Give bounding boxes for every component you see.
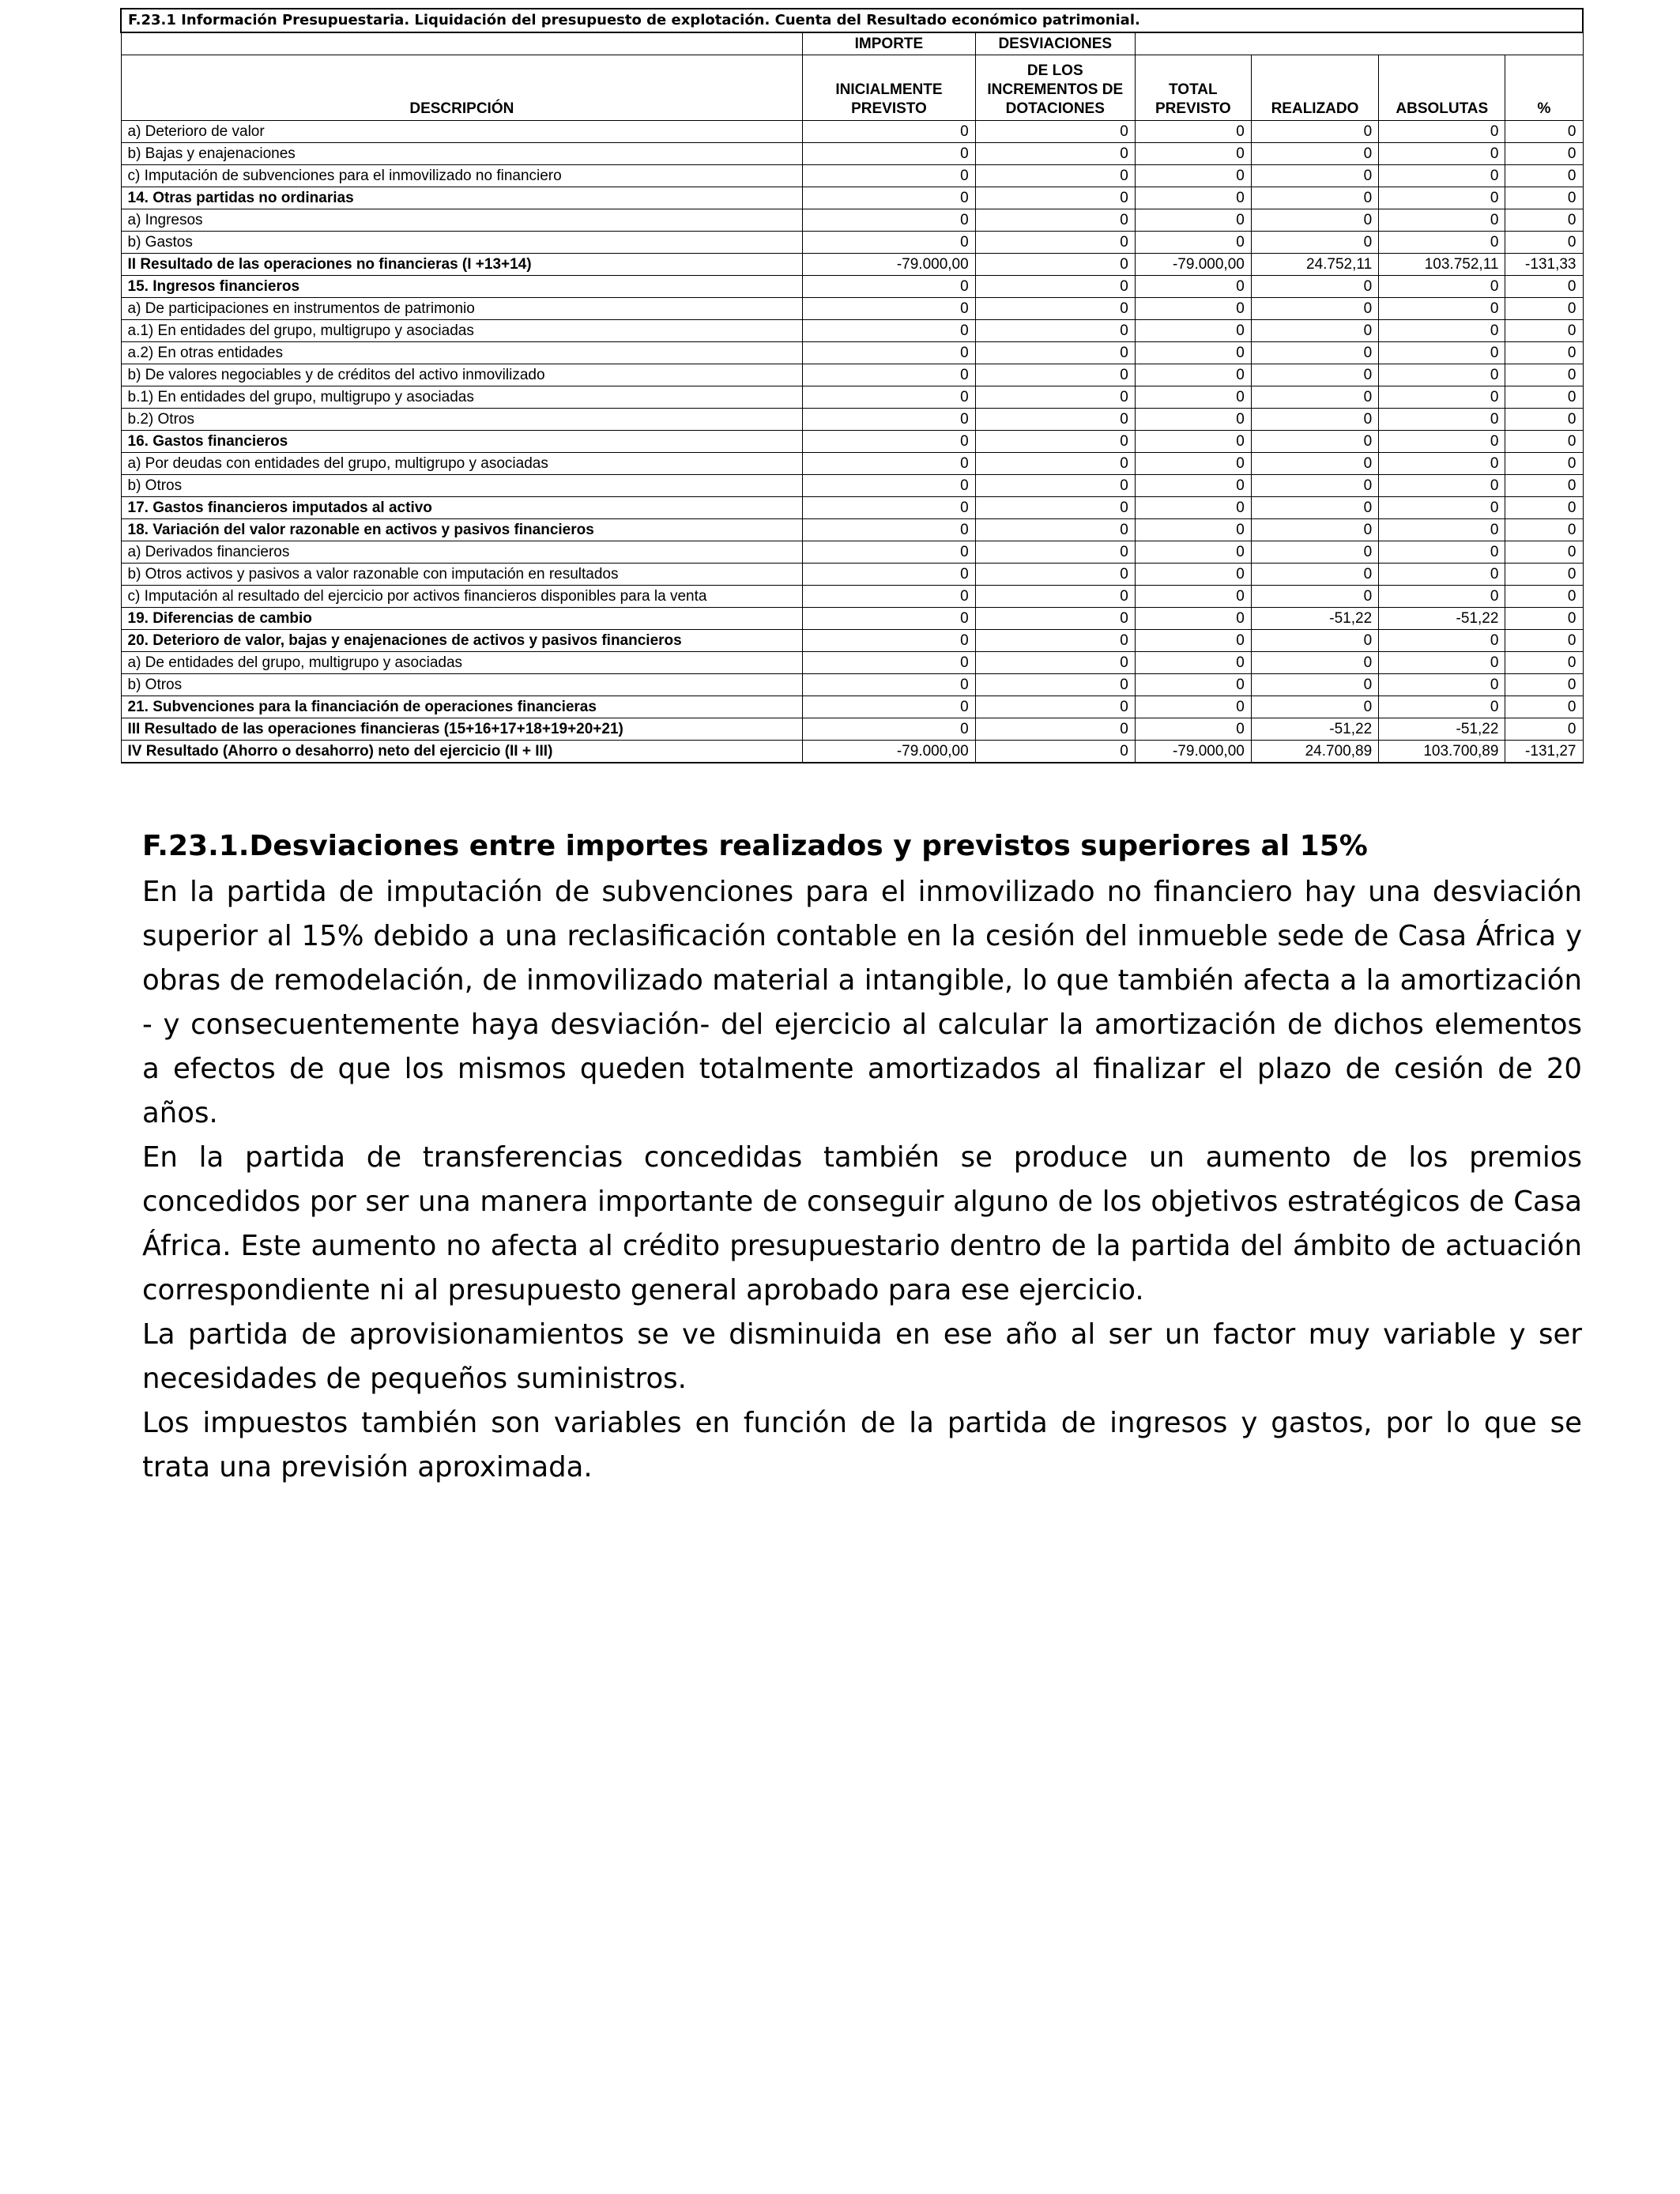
row-description: 17. Gastos financieros imputados al activo (121, 497, 803, 519)
row-description: 18. Variación del valor razonable en activos y pasivos financieros (121, 519, 803, 541)
cell-realizado: 0 (1251, 276, 1378, 298)
cell-realizado: 0 (1251, 232, 1378, 254)
cell-absolutas: 0 (1379, 187, 1505, 209)
cell-inicialmente-previsto: -79.000,00 (803, 254, 975, 276)
column-header-inicialmente-previsto: INICIALMENTE PREVISTO (803, 55, 975, 121)
cell-total-previsto: 0 (1135, 718, 1251, 741)
cell-total-previsto: 0 (1135, 497, 1251, 519)
row-description: b) De valores negociables y de créditos del activo inmovilizado (121, 364, 803, 386)
cell-total-previsto: 0 (1135, 431, 1251, 453)
row-description: c) Imputación de subvenciones para el inmovilizado no financiero (121, 165, 803, 187)
row-description: 19. Diferencias de cambio (121, 608, 803, 630)
cell-absolutas: 103.752,11 (1379, 254, 1505, 276)
cell-incrementos-dotaciones: 0 (975, 298, 1135, 320)
cell-realizado: 0 (1251, 409, 1378, 431)
row-description: III Resultado de las operaciones financieras (15+16+17+18+19+20+21) (121, 718, 803, 741)
cell-porcentaje: 0 (1505, 121, 1583, 143)
cell-absolutas: 103.700,89 (1379, 741, 1505, 763)
cell-inicialmente-previsto: 0 (803, 431, 975, 453)
cell-inicialmente-previsto: 0 (803, 409, 975, 431)
cell-total-previsto: 0 (1135, 298, 1251, 320)
table-row (121, 564, 1583, 586)
cell-realizado: 0 (1251, 320, 1378, 342)
cell-realizado: 0 (1251, 519, 1378, 541)
cell-total-previsto: 0 (1135, 209, 1251, 232)
row-description: a.1) En entidades del grupo, multigrupo y asociadas (121, 320, 803, 342)
cell-realizado: 0 (1251, 696, 1378, 718)
table-row (121, 674, 1583, 696)
cell-realizado: 24.700,89 (1251, 741, 1378, 763)
cell-absolutas: -51,22 (1379, 718, 1505, 741)
cell-total-previsto: -79.000,00 (1135, 254, 1251, 276)
cell-absolutas: 0 (1379, 121, 1505, 143)
cell-absolutas: 0 (1379, 674, 1505, 696)
cell-porcentaje: 0 (1505, 630, 1583, 652)
cell-incrementos-dotaciones: 0 (975, 564, 1135, 586)
cell-porcentaje: 0 (1505, 674, 1583, 696)
cell-realizado: 0 (1251, 342, 1378, 364)
cell-incrementos-dotaciones: 0 (975, 718, 1135, 741)
cell-total-previsto: 0 (1135, 453, 1251, 475)
cell-realizado: 0 (1251, 475, 1378, 497)
cell-realizado: 0 (1251, 586, 1378, 608)
cell-porcentaje: 0 (1505, 209, 1583, 232)
cell-porcentaje: 0 (1505, 320, 1583, 342)
cell-incrementos-dotaciones: 0 (975, 320, 1135, 342)
cell-total-previsto: 0 (1135, 541, 1251, 564)
row-description: b) Bajas y enajenaciones (121, 143, 803, 165)
notes-paragraph: En la partida de transferencias concedidas también se produce un aumento de los premios concedidos por ser una manera importante de conseguir alguno de los objetivos estratégicos de Casa África. Este aumento no afecta al crédito presupuestario dentro de la partida del ámbito de actuación correspondiente ni al presupuesto general aprobado para ese ejercicio. (142, 1141, 1582, 1306)
row-description: IV Resultado (Ahorro o desahorro) neto del ejercicio (II + III) (121, 741, 803, 763)
table-row (121, 741, 1583, 763)
cell-incrementos-dotaciones: 0 (975, 121, 1135, 143)
table-row (121, 718, 1583, 741)
cell-realizado: 0 (1251, 187, 1378, 209)
cell-porcentaje: 0 (1505, 608, 1583, 630)
cell-absolutas: 0 (1379, 541, 1505, 564)
row-description: b) Otros (121, 674, 803, 696)
cell-inicialmente-previsto: 0 (803, 364, 975, 386)
cell-absolutas: 0 (1379, 276, 1505, 298)
cell-porcentaje: 0 (1505, 232, 1583, 254)
cell-incrementos-dotaciones: 0 (975, 519, 1135, 541)
cell-absolutas: 0 (1379, 475, 1505, 497)
cell-absolutas: 0 (1379, 232, 1505, 254)
notes-paragraph: Los impuestos también son variables en función de la partida de ingresos y gastos, por lo que se trata una previsión aproximada. (142, 1407, 1582, 1483)
row-description: a) De entidades del grupo, multigrupo y asociadas (121, 652, 803, 674)
cell-incrementos-dotaciones: 0 (975, 541, 1135, 564)
cell-absolutas: 0 (1379, 165, 1505, 187)
cell-inicialmente-previsto: 0 (803, 586, 975, 608)
row-description: b.1) En entidades del grupo, multigrupo y asociadas (121, 386, 803, 409)
cell-total-previsto: 0 (1135, 475, 1251, 497)
cell-total-previsto: 0 (1135, 342, 1251, 364)
cell-incrementos-dotaciones: 0 (975, 187, 1135, 209)
table-row (121, 342, 1583, 364)
cell-realizado: 0 (1251, 630, 1378, 652)
cell-inicialmente-previsto: 0 (803, 718, 975, 741)
cell-total-previsto: 0 (1135, 564, 1251, 586)
table-row (121, 232, 1583, 254)
table-row (121, 453, 1583, 475)
cell-absolutas: 0 (1379, 143, 1505, 165)
cell-incrementos-dotaciones: 0 (975, 232, 1135, 254)
cell-realizado: 0 (1251, 386, 1378, 409)
group-header-importe: IMPORTE (803, 32, 975, 55)
cell-incrementos-dotaciones: 0 (975, 630, 1135, 652)
cell-inicialmente-previsto: -79.000,00 (803, 741, 975, 763)
row-description: b) Otros activos y pasivos a valor razonable con imputación en resultados (121, 564, 803, 586)
cell-absolutas: 0 (1379, 298, 1505, 320)
cell-porcentaje: 0 (1505, 564, 1583, 586)
cell-inicialmente-previsto: 0 (803, 342, 975, 364)
cell-realizado: 0 (1251, 143, 1378, 165)
cell-porcentaje: 0 (1505, 519, 1583, 541)
cell-porcentaje: 0 (1505, 342, 1583, 364)
cell-porcentaje: 0 (1505, 453, 1583, 475)
column-header-realizado: REALIZADO (1251, 55, 1378, 121)
row-description: II Resultado de las operaciones no financieras (I +13+14) (121, 254, 803, 276)
cell-total-previsto: 0 (1135, 630, 1251, 652)
budget-table-body (121, 121, 1583, 763)
row-description: a.2) En otras entidades (121, 342, 803, 364)
cell-total-previsto: 0 (1135, 143, 1251, 165)
cell-inicialmente-previsto: 0 (803, 276, 975, 298)
cell-incrementos-dotaciones: 0 (975, 696, 1135, 718)
cell-porcentaje: -131,33 (1505, 254, 1583, 276)
cell-total-previsto: 0 (1135, 121, 1251, 143)
cell-absolutas: 0 (1379, 431, 1505, 453)
cell-realizado: 24.752,11 (1251, 254, 1378, 276)
cell-inicialmente-previsto: 0 (803, 630, 975, 652)
group-header-blank-right (1135, 32, 1583, 55)
cell-incrementos-dotaciones: 0 (975, 475, 1135, 497)
table-row (121, 541, 1583, 564)
column-header-absolutas: ABSOLUTAS (1379, 55, 1505, 121)
cell-porcentaje: 0 (1505, 652, 1583, 674)
cell-porcentaje: 0 (1505, 718, 1583, 741)
cell-total-previsto: 0 (1135, 519, 1251, 541)
cell-absolutas: 0 (1379, 342, 1505, 364)
row-description: a) De participaciones en instrumentos de patrimonio (121, 298, 803, 320)
cell-absolutas: 0 (1379, 519, 1505, 541)
table-row (121, 254, 1583, 276)
cell-absolutas: 0 (1379, 497, 1505, 519)
row-description: 21. Subvenciones para la financiación de operaciones financieras (121, 696, 803, 718)
table-row (121, 586, 1583, 608)
group-header-blank (121, 32, 803, 55)
cell-incrementos-dotaciones: 0 (975, 741, 1135, 763)
budget-table-container (120, 8, 1584, 763)
cell-incrementos-dotaciones: 0 (975, 143, 1135, 165)
cell-inicialmente-previsto: 0 (803, 652, 975, 674)
group-header-desviaciones: DESVIACIONES (975, 32, 1135, 55)
cell-absolutas: -51,22 (1379, 608, 1505, 630)
cell-incrementos-dotaciones: 0 (975, 409, 1135, 431)
cell-inicialmente-previsto: 0 (803, 165, 975, 187)
table-row (121, 187, 1583, 209)
row-description: c) Imputación al resultado del ejercicio por activos financieros disponibles para la venta (121, 586, 803, 608)
cell-incrementos-dotaciones: 0 (975, 586, 1135, 608)
cell-total-previsto: 0 (1135, 320, 1251, 342)
cell-inicialmente-previsto: 0 (803, 121, 975, 143)
cell-total-previsto: 0 (1135, 696, 1251, 718)
cell-incrementos-dotaciones: 0 (975, 453, 1135, 475)
table-row (121, 630, 1583, 652)
column-header-incrementos-dotaciones: DE LOS INCREMENTOS DE DOTACIONES (975, 55, 1135, 121)
cell-realizado: 0 (1251, 564, 1378, 586)
notes-paragraph: En la partida de imputación de subvenciones para el inmovilizado no financiero hay una desviación superior al 15% debido a una reclasificación contable en la cesión del inmueble sede de Casa África y obras de remodelación, de inmovilizado material a intangible, lo que también afecta a la amortización - y consecuentemente haya desviación- del ejercicio al calcular la amortización de dichos elementos a efectos de que los mismos queden totalmente amortizados al finalizar el plazo de cesión de 20 años. (142, 876, 1582, 1129)
cell-inicialmente-previsto: 0 (803, 298, 975, 320)
cell-porcentaje: 0 (1505, 187, 1583, 209)
cell-absolutas: 0 (1379, 586, 1505, 608)
cell-porcentaje: 0 (1505, 696, 1583, 718)
cell-total-previsto: -79.000,00 (1135, 741, 1251, 763)
cell-absolutas: 0 (1379, 696, 1505, 718)
cell-total-previsto: 0 (1135, 386, 1251, 409)
cell-total-previsto: 0 (1135, 232, 1251, 254)
cell-realizado: 0 (1251, 298, 1378, 320)
cell-inicialmente-previsto: 0 (803, 497, 975, 519)
row-description: a) Ingresos (121, 209, 803, 232)
row-description: 16. Gastos financieros (121, 431, 803, 453)
cell-realizado: 0 (1251, 541, 1378, 564)
table-row (121, 652, 1583, 674)
column-header-porcentaje: % (1505, 55, 1583, 121)
cell-inicialmente-previsto: 0 (803, 564, 975, 586)
cell-porcentaje: 0 (1505, 364, 1583, 386)
cell-incrementos-dotaciones: 0 (975, 386, 1135, 409)
cell-total-previsto: 0 (1135, 165, 1251, 187)
cell-incrementos-dotaciones: 0 (975, 209, 1135, 232)
cell-total-previsto: 0 (1135, 586, 1251, 608)
cell-absolutas: 0 (1379, 564, 1505, 586)
table-row (121, 121, 1583, 143)
cell-inicialmente-previsto: 0 (803, 696, 975, 718)
cell-total-previsto: 0 (1135, 652, 1251, 674)
cell-inicialmente-previsto: 0 (803, 475, 975, 497)
column-header-total-previsto: TOTAL PREVISTO (1135, 55, 1251, 121)
budget-table (120, 8, 1584, 763)
column-header-descripcion: DESCRIPCIÓN (121, 55, 803, 121)
cell-realizado: 0 (1251, 364, 1378, 386)
cell-realizado: 0 (1251, 121, 1378, 143)
cell-porcentaje: 0 (1505, 497, 1583, 519)
cell-inicialmente-previsto: 0 (803, 386, 975, 409)
cell-incrementos-dotaciones: 0 (975, 254, 1135, 276)
cell-realizado: 0 (1251, 165, 1378, 187)
cell-realizado: 0 (1251, 209, 1378, 232)
cell-absolutas: 0 (1379, 364, 1505, 386)
cell-incrementos-dotaciones: 0 (975, 431, 1135, 453)
cell-absolutas: 0 (1379, 630, 1505, 652)
table-title: F.23.1 Información Presupuestaria. Liquidación del presupuesto de explotación. Cuenta del Resultado económico patrimonial. (121, 9, 1583, 32)
cell-porcentaje: 0 (1505, 409, 1583, 431)
cell-inicialmente-previsto: 0 (803, 187, 975, 209)
cell-absolutas: 0 (1379, 320, 1505, 342)
cell-inicialmente-previsto: 0 (803, 541, 975, 564)
cell-incrementos-dotaciones: 0 (975, 364, 1135, 386)
cell-total-previsto: 0 (1135, 608, 1251, 630)
cell-porcentaje: 0 (1505, 298, 1583, 320)
cell-realizado: -51,22 (1251, 608, 1378, 630)
cell-incrementos-dotaciones: 0 (975, 342, 1135, 364)
cell-realizado: -51,22 (1251, 718, 1378, 741)
table-row (121, 497, 1583, 519)
cell-inicialmente-previsto: 0 (803, 209, 975, 232)
cell-realizado: 0 (1251, 652, 1378, 674)
cell-absolutas: 0 (1379, 652, 1505, 674)
cell-incrementos-dotaciones: 0 (975, 497, 1135, 519)
cell-inicialmente-previsto: 0 (803, 143, 975, 165)
cell-absolutas: 0 (1379, 386, 1505, 409)
cell-absolutas: 0 (1379, 209, 1505, 232)
table-row (121, 696, 1583, 718)
deviation-notes (142, 823, 1582, 1490)
table-row (121, 475, 1583, 497)
cell-total-previsto: 0 (1135, 409, 1251, 431)
cell-inicialmente-previsto: 0 (803, 519, 975, 541)
table-row (121, 519, 1583, 541)
cell-total-previsto: 0 (1135, 276, 1251, 298)
table-row (121, 386, 1583, 409)
table-row (121, 608, 1583, 630)
cell-inicialmente-previsto: 0 (803, 674, 975, 696)
notes-heading: F.23.1.Desviaciones entre importes realizados y previstos superiores al 15% (142, 830, 1368, 862)
table-row (121, 320, 1583, 342)
cell-incrementos-dotaciones: 0 (975, 674, 1135, 696)
notes-paragraph: La partida de aprovisionamientos se ve disminuida en ese año al ser un factor muy variable y ser necesidades de pequeños suministros. (142, 1318, 1582, 1395)
table-row (121, 165, 1583, 187)
row-description: 14. Otras partidas no ordinarias (121, 187, 803, 209)
cell-inicialmente-previsto: 0 (803, 608, 975, 630)
cell-inicialmente-previsto: 0 (803, 453, 975, 475)
cell-porcentaje: 0 (1505, 541, 1583, 564)
cell-porcentaje: 0 (1505, 165, 1583, 187)
cell-absolutas: 0 (1379, 453, 1505, 475)
cell-porcentaje: 0 (1505, 475, 1583, 497)
cell-realizado: 0 (1251, 431, 1378, 453)
cell-porcentaje: 0 (1505, 386, 1583, 409)
cell-porcentaje: -131,27 (1505, 741, 1583, 763)
table-row (121, 143, 1583, 165)
row-description: a) Derivados financieros (121, 541, 803, 564)
table-row (121, 409, 1583, 431)
cell-absolutas: 0 (1379, 409, 1505, 431)
cell-porcentaje: 0 (1505, 431, 1583, 453)
row-description: 15. Ingresos financieros (121, 276, 803, 298)
cell-inicialmente-previsto: 0 (803, 320, 975, 342)
row-description: 20. Deterioro de valor, bajas y enajenaciones de activos y pasivos financieros (121, 630, 803, 652)
table-row (121, 298, 1583, 320)
table-row (121, 364, 1583, 386)
cell-incrementos-dotaciones: 0 (975, 276, 1135, 298)
cell-incrementos-dotaciones: 0 (975, 165, 1135, 187)
cell-total-previsto: 0 (1135, 364, 1251, 386)
row-description: a) Por deudas con entidades del grupo, multigrupo y asociadas (121, 453, 803, 475)
cell-total-previsto: 0 (1135, 674, 1251, 696)
table-row (121, 431, 1583, 453)
table-row (121, 209, 1583, 232)
cell-porcentaje: 0 (1505, 276, 1583, 298)
table-row (121, 276, 1583, 298)
row-description: b.2) Otros (121, 409, 803, 431)
cell-realizado: 0 (1251, 497, 1378, 519)
cell-total-previsto: 0 (1135, 187, 1251, 209)
cell-porcentaje: 0 (1505, 143, 1583, 165)
row-description: b) Otros (121, 475, 803, 497)
row-description: a) Deterioro de valor (121, 121, 803, 143)
cell-incrementos-dotaciones: 0 (975, 608, 1135, 630)
cell-realizado: 0 (1251, 453, 1378, 475)
row-description: b) Gastos (121, 232, 803, 254)
cell-porcentaje: 0 (1505, 586, 1583, 608)
cell-realizado: 0 (1251, 674, 1378, 696)
cell-inicialmente-previsto: 0 (803, 232, 975, 254)
cell-incrementos-dotaciones: 0 (975, 652, 1135, 674)
